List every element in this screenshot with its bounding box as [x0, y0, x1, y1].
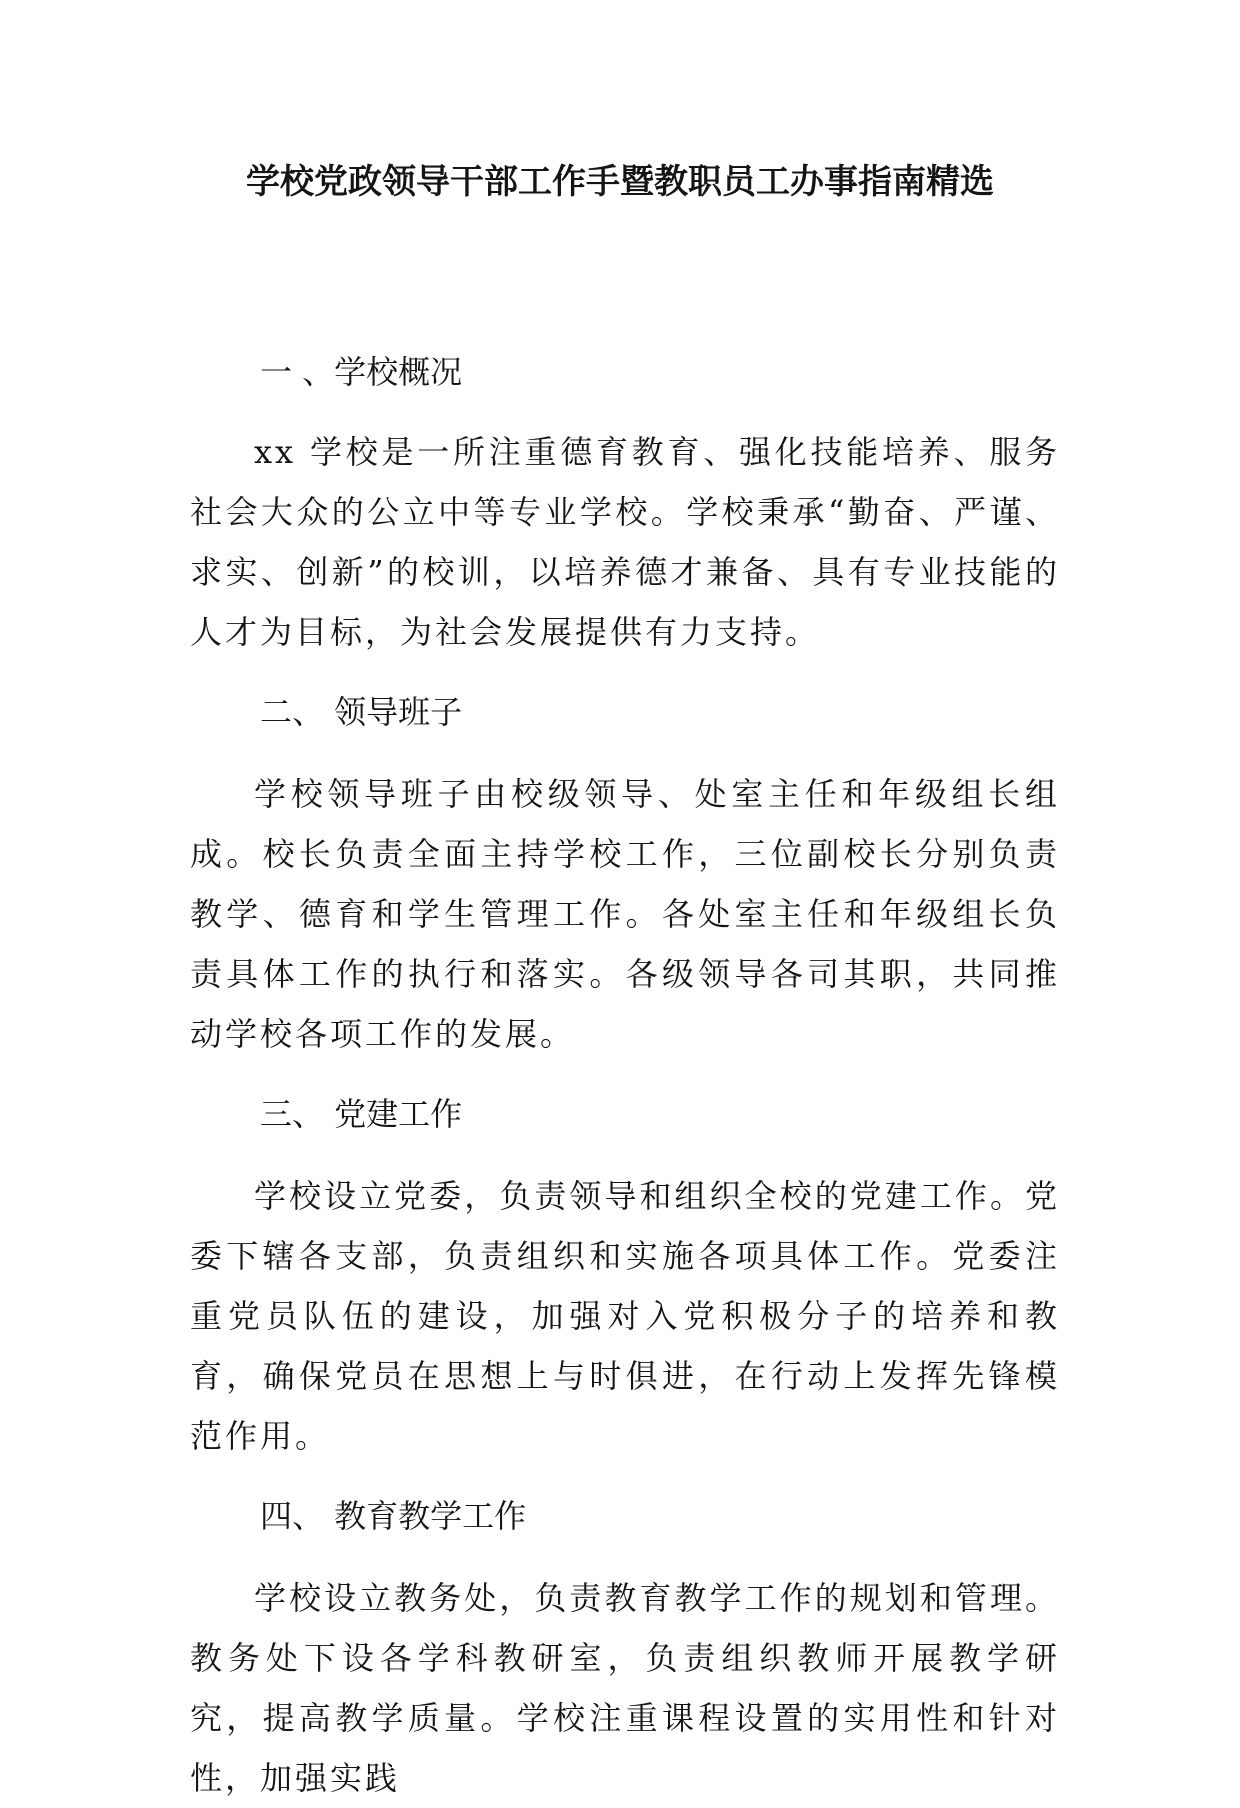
section-paragraph-leadership: 学校领导班子由校级领导、处室主任和年级组长组成。校长负责全面主持学校工作，三位副校长分别负责教学、德育和学生管理工作。各处室主任和年级组长负责具体工作的执行和落实。各级领导各司其职，共同推动学校各项工作的发展。 — [190, 775, 1060, 1053]
section-paragraph-teaching: 学校设立教务处，负责教育教学工作的规划和管理。教务处下设各学科教研室，负责组织教师开展教学研究，提高教学质量。学校注重课程设置的实用性和针对性，加强实践 — [190, 1579, 1060, 1797]
section-paragraph-party-building: 学校设立党委，负责领导和组织全校的党建工作。党委下辖各支部，负责组织和实施各项具体工作。党委注重党员队伍的建设，加强对入党积极分子的培养和教育，确保党员在思想上与时俱进，在行动上发挥先锋模范作用。 — [190, 1177, 1060, 1455]
section-heading-leadership: 二、 领导班子 — [260, 693, 463, 731]
section-paragraph-overview: xx 学校是一所注重德育教育、强化技能培养、服务社会大众的公立中等专业学校。学校秉承“勤奋、严谨、求实、创新”的校训，以培养德才兼备、具有专业技能的人才为目标，为社会发展提供有力支持。 — [190, 433, 1060, 651]
document-body — [190, 352, 1060, 1808]
section-heading-party-building: 三、 党建工作 — [260, 1095, 463, 1133]
section-heading-overview: 一 、学校概况 — [260, 353, 463, 391]
document-title: 学校党政领导干部工作手暨教职员工办事指南精选 — [246, 162, 994, 202]
section-heading-teaching: 四、 教育教学工作 — [260, 1497, 527, 1535]
